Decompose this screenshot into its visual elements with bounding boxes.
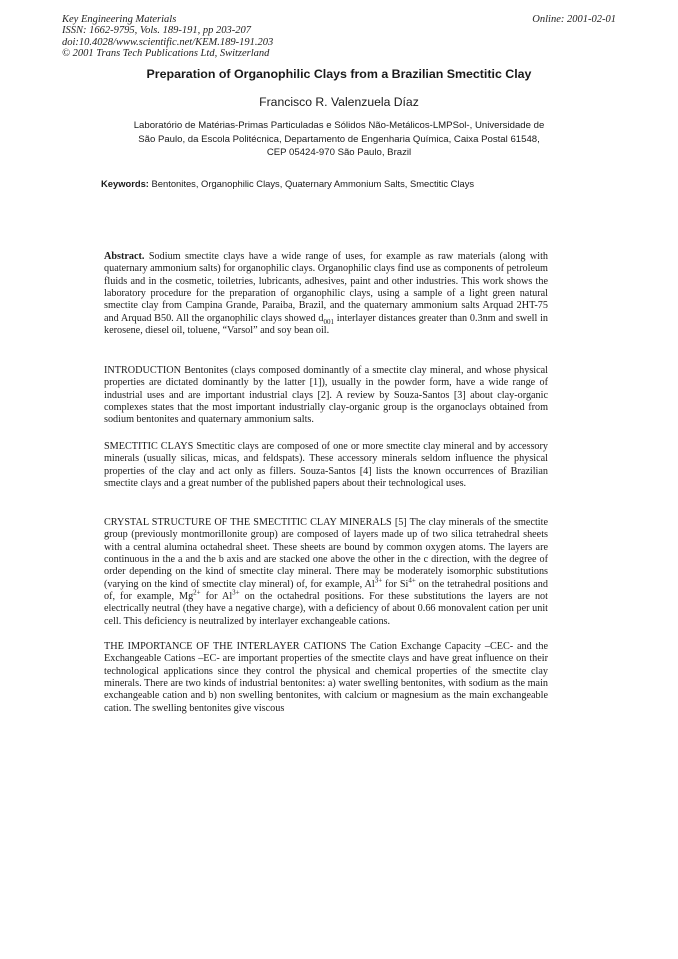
crystal-structure-section [104, 517, 548, 628]
keywords [101, 178, 474, 189]
interlayer-cations-section [104, 641, 548, 715]
crystal-text: on the octahedral positions. For these substitutions the layers are not electrically neutral (they have a negative charge), with a deficiency of about 0.66 monovalent cation per unit cell. This deficiency is neutralized by interlayer exchangeable cations. [104, 591, 548, 627]
crystal-text: on the tetrahedral positions and of, for example, Mg [104, 578, 548, 603]
keywords-text: Bentonites, Organophilic Clays, Quaternary Ammonium Salts, Smectitic Clays [151, 178, 475, 189]
crystal-text: for Al [200, 591, 233, 603]
superscript: 4+ [408, 576, 416, 585]
paper-title: Preparation of Organophilic Clays from a Brazilian Smectitic Clay [146, 67, 532, 81]
crystal-text: for Si [382, 578, 409, 590]
journal-header [62, 14, 273, 60]
crystal-text: CRYSTAL STRUCTURE OF THE SMECTITIC CLAY MINERALS [5] The clay minerals of the smectite group (previously montmorillonite group) are composed of layers made up of two silica tetrahedral sheets with a central alumina octahedral sheet. These sheets are bound by common oxygen atoms. The layers are continuous in the a and the b axis and are stacked one above the other in the c direction, with the degree of order depending on the kind of smectite clay mineral. There may be moderately isomorphic substitutions (varying on the kind of smectite clay mineral) of, for example, Al [104, 517, 548, 590]
superscript: 3+ [232, 588, 240, 597]
copyright-line: © 2001 Trans Tech Publications Ltd, Switzerland [62, 48, 270, 60]
abstract-subscript: 001 [323, 317, 334, 326]
journal-name: Key Engineering Materials [62, 14, 177, 25]
introduction-text: INTRODUCTION Bentonites (clays composed dominantly of a smectite clay mineral, and whose physical properties are dictated dominantly by the latter [1]), usually in the powder form, have a wide range of industrial uses and are important industrial clays [2]. A review by Souza-Santos [3] about clay-organic complexes states that the most important industrially clay-organic group is the organoclays obtained from sodium bentonites and quaternary ammonium salts. [104, 365, 548, 426]
online-date: Online: 2001-02-01 [532, 14, 616, 25]
smectitic-clays-text: SMECTITIC CLAYS Smectitic clays are composed of one or more smectite clay mineral and by accessory minerals (usually silicas, micas, and feldspats). These accessory minerals seldom influence the physical properties of the clay and act only as fillers. Souza-Santos [4] lists the known occurrences of Brazilian smectite clays and a great number of the published papers about their technological uses. [104, 441, 548, 490]
abstract-label: Abstract. [104, 251, 145, 262]
abstract-section [104, 251, 548, 337]
superscript: 2+ [193, 588, 201, 597]
introduction-section [104, 365, 548, 427]
abstract-text: Sodium smectite clays have a wide range of uses, for example as raw materials (along with quaternary ammonium salts) for organophilic clays. Organophilic clays find use as components of petroleum fluids and in the cosmetic, toiletries, lubricants, adhesives, paint and other industries. This work shows the laboratory procedure for the preparation of organophilic clays, using a sample of a light green natural smectite clay from Campina Grande, Paraiba, Brazil, and the quaternary ammonium salts Arquad 2HT-75 and Arquad B50. All the organophilic clays showed d [104, 251, 548, 324]
author-name: Francisco R. Valenzuela Díaz [259, 95, 419, 109]
affiliation-line: CEP 05424-970 São Paulo, Brazil [266, 147, 412, 159]
affiliation-line: São Paulo, da Escola Politécnica, Departamento de Engenharia Química, Caixa Postal 61548, [138, 133, 540, 145]
abstract-text-end: interlayer distances greater than 0.3nm and swell in kerosene, diesel oil, toluene, “Varsol” and soy bean oil. [104, 312, 548, 337]
doi-line: doi:10.4028/www.scientific.net/KEM.189-191.203 [62, 36, 274, 48]
smectitic-clays-section [104, 441, 548, 490]
keywords-label: Keywords: [101, 178, 149, 189]
interlayer-cations-text: THE IMPORTANCE OF THE INTERLAYER CATIONS The Cation Exchange Capacity –CEC- and the Exchangeable Cations –EC- are important properties of the smectite clays and have great influence on their technological applications since they control the physical and chemical properties of the smectite clay minerals. There are two kinds of industrial bentonites: a) water swelling bentonites, with sodium as the main exchangeable cation and b) non swelling bentonites, with calcium or magnesium as the main exchangeable cation. The swelling bentonites give viscous [104, 641, 548, 714]
affiliation [100, 119, 578, 160]
superscript: 3+ [374, 576, 383, 585]
affiliation-line: Laboratório de Matérias-Primas Particuladas e Sólidos Não-Metálicos-LMPSol-, Universidade de [133, 120, 545, 131]
issn-line: ISSN: 1662-9795, Vols. 189-191, pp 203-207 [62, 25, 251, 37]
